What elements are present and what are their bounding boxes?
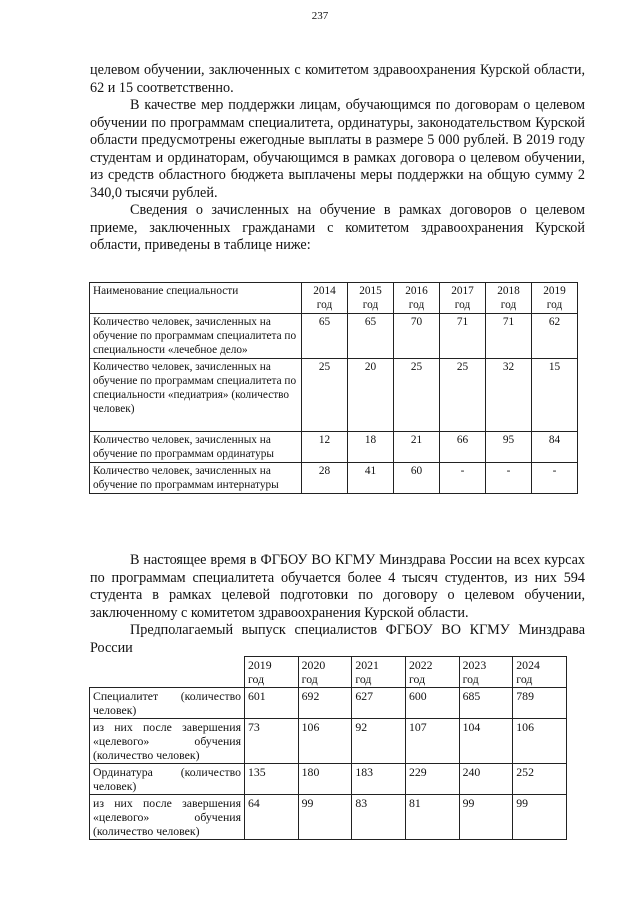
table-row [90,795,567,840]
header-year: 2019 год [532,283,578,314]
cell-value: 789 [513,688,567,719]
header-year: 2015 год [348,283,394,314]
header-year: 2016 год [394,283,440,314]
row-label: из них после завершения «целевого» обучения (количество человек) [90,795,245,840]
cell-value: 83 [352,795,406,840]
cell-value: 692 [298,688,352,719]
cell-value: - [532,463,578,494]
cell-value: 99 [298,795,352,840]
cell-value: 95 [486,432,532,463]
header-year: 2021 год [352,657,406,688]
cell-value: 71 [440,314,486,359]
table-header-row [90,657,567,688]
cell-value: 65 [348,314,394,359]
cell-value: 71 [486,314,532,359]
cell-value: 41 [348,463,394,494]
cell-value: 106 [298,719,352,764]
row-label: Количество человек, зачисленных на обучение по программам интернатуры [90,463,302,494]
cell-value: 15 [532,359,578,432]
table-row [90,688,567,719]
table-row [90,719,567,764]
paragraph-students: В настоящее время в ФГБОУ ВО КГМУ Минздрава России на всех курсах по программам специалитета обучается более 4 тысяч студентов, из них 594 студента в рамках целевой подготовки по договору о целевом обучении, заключенному с комитетом здравоохранения Курской области. [90,552,585,621]
header-year: 2020 год [298,657,352,688]
header-year: 2023 год [459,657,513,688]
table-row [90,432,578,463]
cell-value: 229 [405,764,459,795]
paragraph-graduation-title: Предполагаемый выпуск специалистов ФГБОУ ВО КГМУ Минздрава России [90,622,585,656]
table-row [90,463,578,494]
header-year: 2019 год [245,657,299,688]
cell-value: 240 [459,764,513,795]
table-row [90,359,578,432]
text-block-top [90,62,585,255]
cell-value: 21 [394,432,440,463]
cell-value: 20 [348,359,394,432]
cell-value: 627 [352,688,406,719]
cell-value: 685 [459,688,513,719]
cell-value: 99 [459,795,513,840]
header-year: 2022 год [405,657,459,688]
cell-value: 25 [394,359,440,432]
cell-value: - [486,463,532,494]
row-label: Специалитет (количество человек) [90,688,245,719]
cell-value: 66 [440,432,486,463]
cell-value: 25 [440,359,486,432]
graduation-table [89,656,567,840]
cell-value: 104 [459,719,513,764]
row-label: Количество человек, зачисленных на обучение по программам ординатуры [90,432,302,463]
table-row [90,314,578,359]
header-specialty: Наименование специальности [90,283,302,314]
cell-value: 84 [532,432,578,463]
paragraph-table-intro: Сведения о зачисленных на обучение в рамках договоров о целевом приеме, заключенных гражданами с комитетом здравоохранения Курской области, приведены в таблице ниже: [90,202,585,253]
header-year: 2014 год [302,283,348,314]
table-row [90,764,567,795]
cell-value: 107 [405,719,459,764]
cell-value: 99 [513,795,567,840]
cell-value: 601 [245,688,299,719]
paragraph-support-measures: В качестве мер поддержки лицам, обучающимся по договорам о целевом обучении по программам специалитета, ординатуры, законодательством Курской области предусмотрены ежегодные выплаты в размере 5 000 рублей. В 2019 году студентам и ординаторам, обучающимся в рамках договора о целевом обучении, из средств областного бюджета выплачены меры поддержки на общую сумму 2 340,0 тысячи рублей. [90,97,585,201]
header-year: 2017 год [440,283,486,314]
header-year: 2024 год [513,657,567,688]
cell-value: 62 [532,314,578,359]
cell-value: - [440,463,486,494]
cell-value: 92 [352,719,406,764]
cell-value: 64 [245,795,299,840]
cell-value: 12 [302,432,348,463]
paragraph-continuation: целевом обучении, заключенных с комитетом здравоохранения Курской области, 62 и 15 соответственно. [90,62,585,96]
text-block-bottom [90,552,585,657]
cell-value: 65 [302,314,348,359]
cell-value: 25 [302,359,348,432]
row-label: Ординатура (количество человек) [90,764,245,795]
cell-value: 180 [298,764,352,795]
row-label: Количество человек, зачисленных на обучение по программам специалитета по специальности «педиатрия» (количество человек) [90,359,302,432]
cell-value: 60 [394,463,440,494]
row-label: Количество человек, зачисленных на обучение по программам специалитета по специальности «лечебное дело» [90,314,302,359]
row-label: из них после завершения «целевого» обучения (количество человек) [90,719,245,764]
cell-value: 18 [348,432,394,463]
cell-value: 28 [302,463,348,494]
table-header-row [90,283,578,314]
cell-value: 81 [405,795,459,840]
cell-value: 135 [245,764,299,795]
enrollment-table [89,282,578,494]
cell-value: 106 [513,719,567,764]
cell-value: 600 [405,688,459,719]
cell-value: 70 [394,314,440,359]
cell-value: 183 [352,764,406,795]
header-year: 2018 год [486,283,532,314]
cell-value: 252 [513,764,567,795]
cell-value: 73 [245,719,299,764]
header-empty [90,657,245,688]
page-number: 237 [311,10,329,22]
cell-value: 32 [486,359,532,432]
